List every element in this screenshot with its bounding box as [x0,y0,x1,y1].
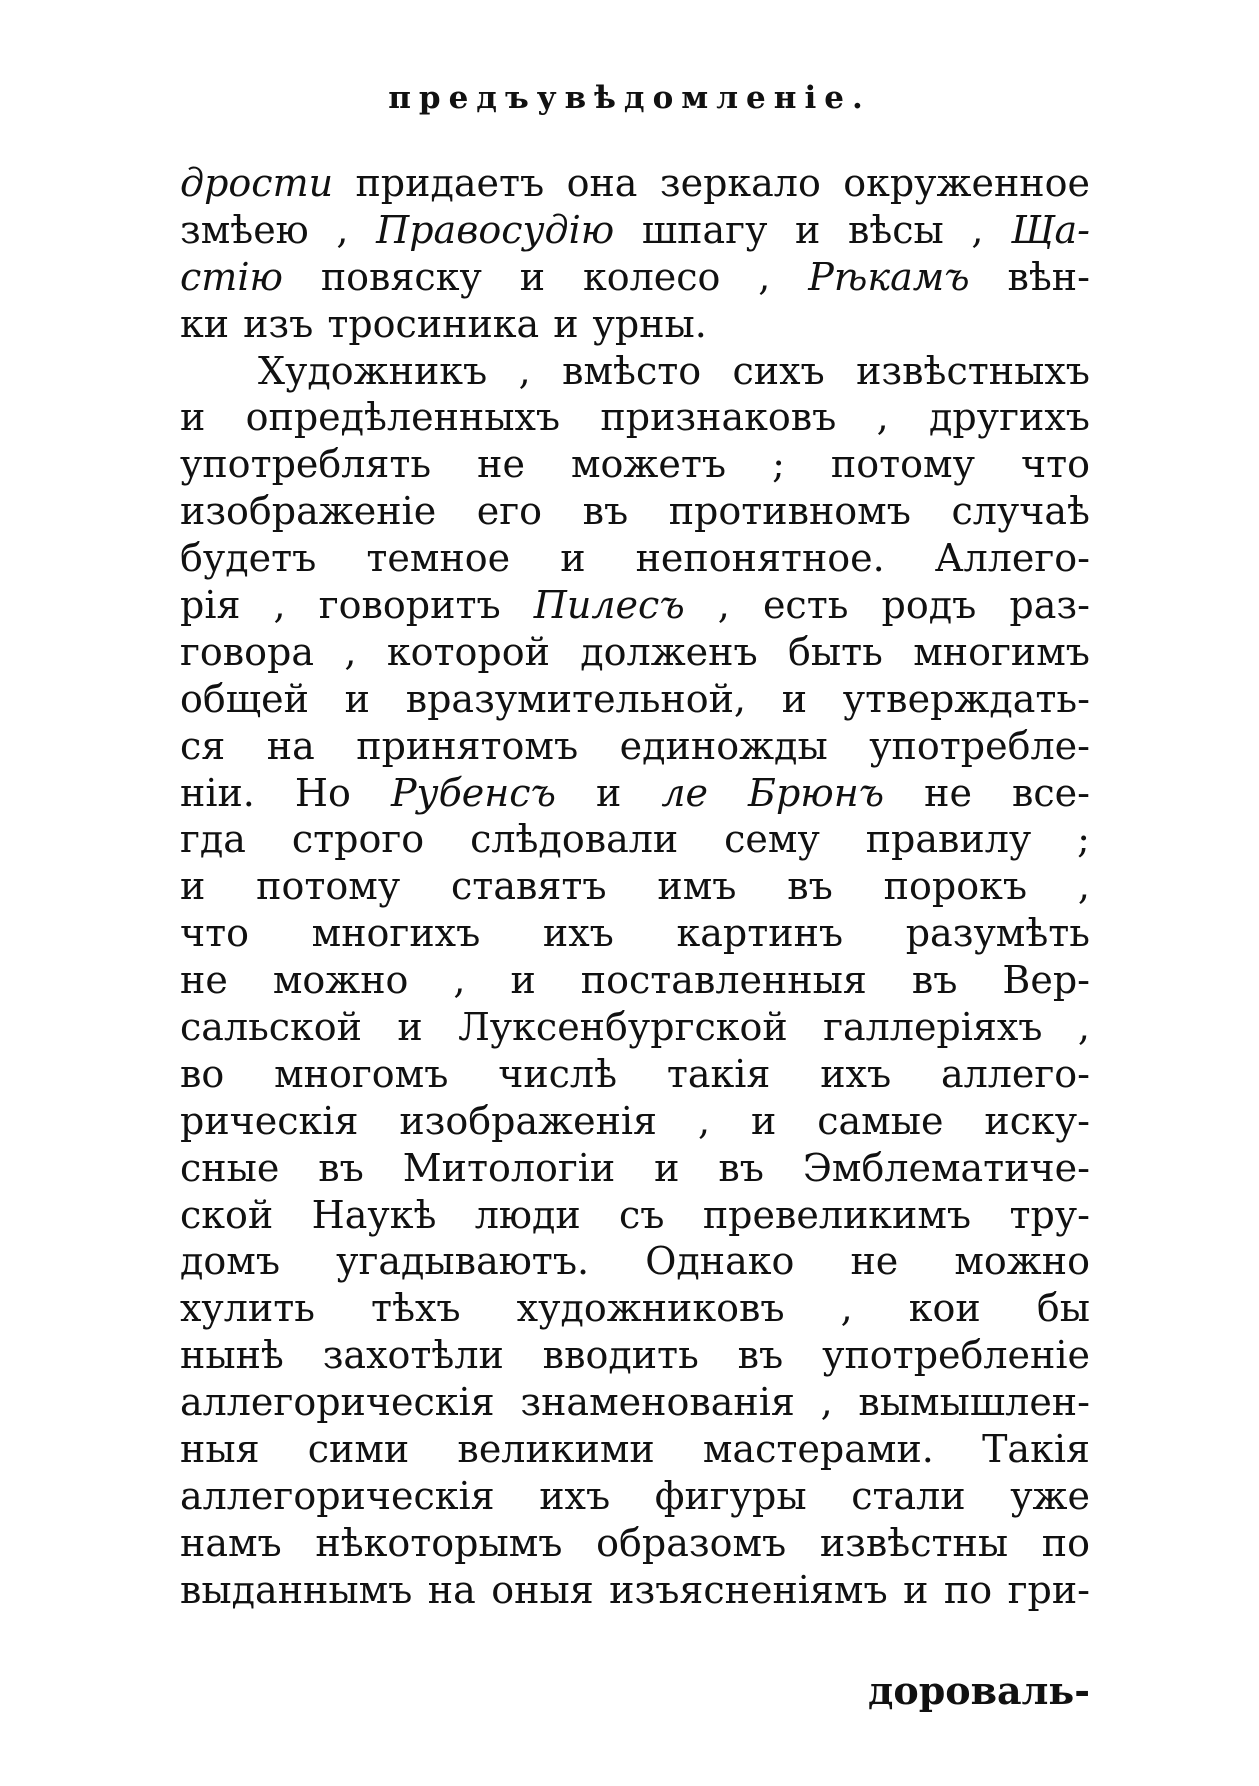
word: вѣсы [847,207,944,252]
word: на [266,723,315,768]
word: во [180,1051,225,1096]
word: многомъ [274,1051,449,1096]
text-line [180,1285,1090,1332]
word: ; [1077,817,1090,862]
word: выданнымъ [180,1567,413,1612]
word: что [1020,442,1090,487]
word: Ща- [1011,207,1090,252]
body-text [180,160,1090,1614]
word: ской [180,1192,274,1237]
word: , [344,629,357,674]
text-line [180,441,1090,488]
word: потому [830,442,975,487]
text-line [180,535,1090,582]
word: намъ [180,1520,282,1565]
word: разумѣть [905,911,1090,956]
word: люди [474,1192,581,1237]
word: галлерiяхъ [823,1005,1043,1050]
text-line [180,1473,1090,1520]
text-line [180,1567,1090,1614]
word: говоритъ [318,583,501,628]
word: будетъ [180,536,317,581]
word: въ [582,489,629,534]
word: Рѣкамъ [808,254,970,299]
text-line [180,1332,1090,1379]
word: нѣкоторымъ [315,1520,563,1565]
word: Наукѣ [311,1192,437,1237]
text-line [180,910,1090,957]
word: и [750,1098,777,1143]
word: можетъ [570,442,727,487]
word: тѣхъ [371,1286,461,1331]
word: единожды [619,723,828,768]
word: она [566,161,638,205]
word: Правосудiю [376,207,615,252]
word: на [427,1567,476,1612]
word: которой [386,629,550,674]
word: сные [180,1145,280,1190]
word: и [397,1005,423,1050]
word: аллегорическiя [180,1380,495,1425]
word: рiя [180,583,241,628]
word: раз- [1009,583,1090,628]
word: не [180,958,228,1003]
word: и [903,1567,929,1612]
word: долженъ [580,629,758,674]
word: хулить [180,1286,315,1331]
word: зеркало [659,161,821,205]
word: знаменованiя [520,1380,795,1425]
word: , [971,207,984,252]
word: , [1077,864,1090,909]
word: употребленiе [822,1333,1090,1378]
word: ся [180,723,226,768]
word: ставятъ [451,864,607,909]
text-line [180,1520,1090,1567]
word: изображенiе [180,489,437,534]
word: окруженное [843,161,1090,205]
word: признаковъ [600,395,837,440]
word: есть [762,583,849,628]
word: и [344,676,370,721]
word: вразумительной, [405,676,746,721]
word: Однако [645,1239,795,1284]
text-line [180,488,1090,535]
word: быть [788,629,883,674]
text-line [180,160,1090,207]
word: все- [1011,770,1090,815]
word: такiя [666,1051,771,1096]
text-line [180,1051,1090,1098]
text-line [180,723,1090,770]
word: вымышлен- [858,1380,1090,1425]
word: и [510,958,536,1003]
word: вводить [542,1333,699,1378]
word: и [595,770,622,815]
word: изъясненiямъ [609,1567,888,1612]
word: порокъ [883,864,1028,909]
word: Рубенсъ [390,770,556,815]
word: великими [457,1427,655,1472]
word: сему [724,817,820,862]
word: , [717,583,730,628]
word: , [876,395,889,440]
word: его [476,489,543,534]
word: Митологiи [402,1145,616,1190]
word: темное [366,536,511,581]
word: сихъ [732,348,825,393]
word: змѣею [180,207,309,252]
word: шпагу [641,207,768,252]
word: вмѣсто [562,348,702,393]
word: , [1077,1005,1090,1050]
word: употреблять [180,442,432,487]
text-line [180,863,1090,910]
word: противномъ [668,489,911,534]
word: фигуры [654,1473,807,1518]
word: образомъ [596,1520,787,1565]
word: стiю [180,254,283,299]
word: изображенiя [399,1098,658,1143]
word: по [1041,1520,1090,1565]
word: и [654,1145,680,1190]
catchword: дороваль- [868,1668,1090,1713]
word: въ [737,1333,784,1378]
word: колесо [582,254,721,299]
word: въ [318,1145,364,1190]
word: вѣн- [1007,254,1090,299]
word: повяску [320,254,482,299]
word: говора [180,629,315,674]
word: угадываютъ. [336,1239,590,1284]
word: и [180,864,206,909]
word: самые [817,1098,944,1143]
word: и [553,301,579,346]
text-line [180,301,1090,348]
word: Аллего- [934,536,1090,581]
word: Но [294,770,351,815]
word: , [758,254,771,299]
word: , [518,348,531,393]
word: дрости [180,161,334,205]
word: общей [180,676,309,721]
text-line [180,254,1090,301]
word: аллегорическiя [180,1473,495,1518]
word: , [336,207,349,252]
word: бы [1036,1286,1090,1331]
text-line [180,582,1090,629]
word: потому [256,864,401,909]
text-line [180,207,1090,254]
running-header: предъувѣдомленiе. [388,80,871,116]
word: урны. [592,301,707,346]
word: и [180,395,206,440]
text-line [180,1238,1090,1285]
word: случаѣ [951,489,1090,534]
word: Вер- [1002,958,1090,1003]
word: опредѣленныхъ [245,395,561,440]
text-line [180,676,1090,723]
word: въ [911,958,958,1003]
word: Пилесъ [533,583,685,628]
word: родъ [881,583,977,628]
word: ; [772,442,785,487]
word: кои [908,1286,981,1331]
word: ихъ [539,1473,611,1518]
word: картинъ [676,911,844,956]
word: художниковъ [516,1286,785,1331]
word: захотѣли [322,1333,504,1378]
word: можно [954,1239,1090,1284]
word: стали [851,1473,966,1518]
word: въ [787,864,833,909]
word: ихъ [820,1051,892,1096]
word: ки [180,301,230,346]
word: непонятное. [635,536,885,581]
word: въ [718,1145,764,1190]
word: многимъ [913,629,1090,674]
word: нiи. [180,770,255,815]
text-line [180,957,1090,1004]
word: тросиника [327,301,540,346]
word: придаетъ [355,161,545,205]
word: другихъ [929,395,1090,440]
word: , [273,583,286,628]
word: иску- [984,1098,1090,1143]
text-line [180,816,1090,863]
word: слѣдовали [470,817,679,862]
word: съ [619,1192,665,1237]
text-line [180,770,1090,817]
word: домъ [180,1239,281,1284]
word: рическiя [180,1098,359,1143]
word: изъ [243,301,314,346]
text-line [180,629,1090,676]
word: Луксенбургской [458,1005,788,1050]
word: , [840,1286,853,1331]
word: гда [180,817,246,862]
word: , [820,1380,833,1425]
word: Брюнъ [748,770,885,815]
word: ле [661,770,708,815]
word: ихъ [542,911,614,956]
text-line [180,1145,1090,1192]
text-line [180,394,1090,441]
word: Эмблематиче- [802,1145,1090,1190]
word: утверждать- [842,676,1090,721]
word: превеликимъ [702,1192,972,1237]
word: , [697,1098,711,1143]
word: ныя [180,1427,260,1472]
word: уже [1010,1473,1090,1518]
word: можно [272,958,409,1003]
word: не [477,442,525,487]
word: по [943,1567,993,1612]
text-line [180,1098,1090,1145]
word: употребле- [869,723,1090,768]
word: тру- [1009,1192,1090,1237]
word: не [924,770,972,815]
word: правилу [865,817,1032,862]
word: извѣстныхъ [856,348,1090,393]
word: и [519,254,546,299]
word: Художникъ [258,348,488,393]
word: не [850,1239,899,1284]
word: гри- [1007,1567,1090,1612]
word: что [180,911,250,956]
text-line [180,1192,1090,1239]
word: мастерами. [702,1427,934,1472]
word: многихъ [311,911,481,956]
word: поставленныя [580,958,867,1003]
text-line [180,348,1090,395]
text-line [180,1426,1090,1473]
word: строго [291,817,425,862]
word: Такiя [982,1427,1090,1472]
text-line [180,1004,1090,1051]
word: и [781,676,808,721]
word: нынѣ [180,1333,284,1378]
word: и [560,536,586,581]
word: оныя [491,1567,594,1612]
word: аллего- [940,1051,1090,1096]
text-line [180,1379,1090,1426]
word: имъ [657,864,737,909]
word: сальской [180,1005,363,1050]
word: и [795,207,821,252]
word: числѣ [498,1051,617,1096]
word: сими [307,1427,410,1472]
word: извѣстны [819,1520,1009,1565]
word: , [453,958,466,1003]
word: принятомъ [356,723,579,768]
